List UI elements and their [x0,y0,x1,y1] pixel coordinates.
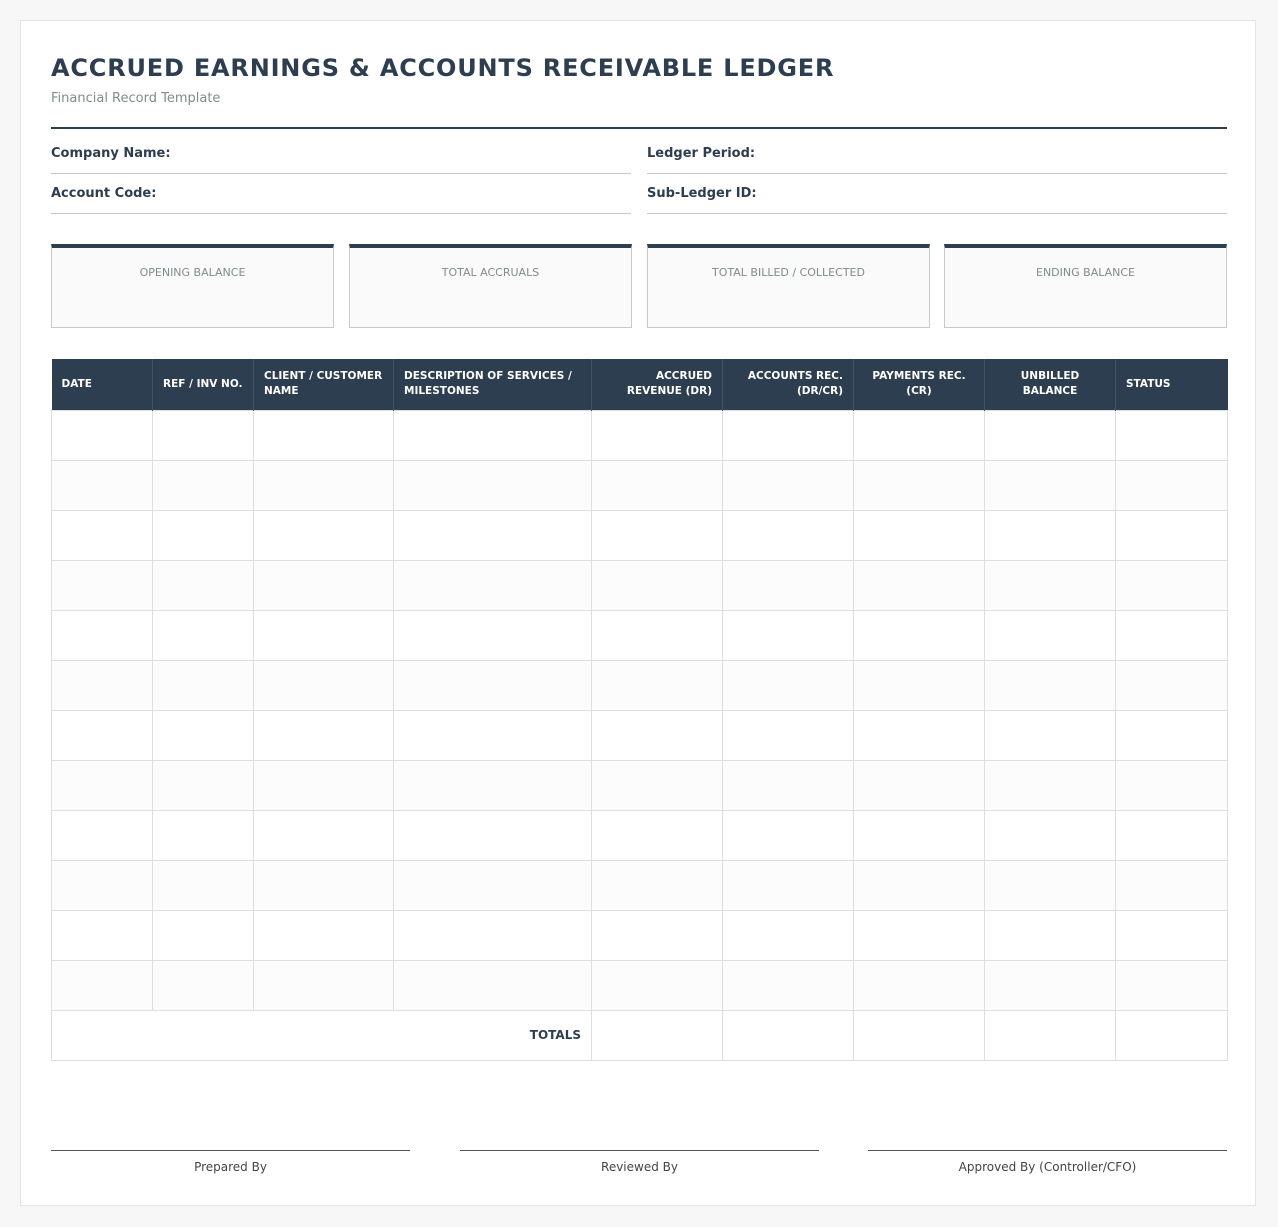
table-cell[interactable] [854,660,985,710]
table-cell[interactable] [394,760,592,810]
sub-ledger-id-label: Sub-Ledger ID: [647,186,757,201]
total-billed-collected-label: TOTAL BILLED / COLLECTED [712,266,865,279]
table-cell[interactable] [723,460,854,510]
table-cell[interactable] [254,860,394,910]
table-row [52,610,1228,660]
table-cell[interactable] [153,560,254,610]
table-row [52,510,1228,560]
table-cell[interactable] [52,460,153,510]
table-cell[interactable] [394,610,592,660]
account-code-label: Account Code: [51,186,157,201]
table-cell[interactable] [592,560,723,610]
table-cell[interactable] [1116,910,1228,960]
table-cell[interactable] [254,710,394,760]
table-cell[interactable] [153,960,254,1010]
page-title: ACCRUED EARNINGS & ACCOUNTS RECEIVABLE LEDGER [51,54,835,82]
table-cell[interactable] [394,560,592,610]
table-cell[interactable] [985,610,1116,660]
opening-balance-label: OPENING BALANCE [139,266,246,279]
table-cell[interactable] [254,410,394,460]
total-accruals-box[interactable] [349,244,632,328]
account-code-field[interactable] [51,176,631,214]
table-row [52,910,1228,960]
table-row [52,460,1228,510]
table-cell[interactable] [1116,760,1228,810]
column-header-payments-rec: PAYMENTS REC. (CR) [854,359,985,410]
table-cell[interactable] [592,510,723,560]
table-cell[interactable] [985,860,1116,910]
approved-by-signature-line[interactable] [868,1150,1227,1174]
table-cell[interactable] [723,660,854,710]
table-cell[interactable] [1116,710,1228,760]
table-cell[interactable] [153,810,254,860]
table-cell[interactable] [854,960,985,1010]
table-row [52,860,1228,910]
table-cell[interactable] [394,810,592,860]
table-cell[interactable] [854,760,985,810]
table-cell[interactable] [153,710,254,760]
table-cell[interactable] [153,910,254,960]
table-cell[interactable] [153,760,254,810]
table-header-row [52,359,1228,410]
table-cell[interactable] [985,910,1116,960]
ledger-period-field[interactable] [647,136,1227,174]
table-cell[interactable] [985,960,1116,1010]
table-cell[interactable] [592,760,723,810]
sub-ledger-id-field[interactable] [647,176,1227,214]
table-cell[interactable] [854,560,985,610]
total-status-cell[interactable] [1116,1010,1228,1060]
table-row [52,810,1228,860]
table-cell[interactable] [153,860,254,910]
table-cell[interactable] [1116,610,1228,660]
table-cell[interactable] [592,410,723,460]
table-cell[interactable] [394,410,592,460]
table-cell[interactable] [985,660,1116,710]
table-cell[interactable] [52,810,153,860]
table-cell[interactable] [592,460,723,510]
table-cell[interactable] [1116,510,1228,560]
table-row [52,560,1228,610]
table-cell[interactable] [592,860,723,910]
table-cell[interactable] [592,660,723,710]
table-cell[interactable] [254,510,394,560]
table-cell[interactable] [254,460,394,510]
table-cell[interactable] [394,460,592,510]
title-divider [51,127,1227,129]
table-row [52,760,1228,810]
column-header-ref-inv-no: REF / INV NO. [153,359,254,410]
total-unbilled-balance-cell[interactable] [985,1010,1116,1060]
reviewed-by-signature-line[interactable] [460,1150,819,1174]
table-cell[interactable] [592,810,723,860]
table-cell[interactable] [394,660,592,710]
ledger-page [20,20,1256,1206]
table-cell[interactable] [1116,410,1228,460]
ending-balance-box[interactable] [944,244,1227,328]
table-cell[interactable] [153,460,254,510]
table-cell[interactable] [985,460,1116,510]
table-cell[interactable] [723,610,854,660]
table-cell[interactable] [723,410,854,460]
table-cell[interactable] [1116,960,1228,1010]
table-cell[interactable] [592,710,723,760]
table-cell[interactable] [854,610,985,660]
table-cell[interactable] [52,760,153,810]
table-cell[interactable] [153,510,254,560]
table-cell[interactable] [854,410,985,460]
table-cell[interactable] [52,860,153,910]
table-cell[interactable] [254,960,394,1010]
ledger-table [51,359,1228,1061]
table-cell[interactable] [1116,460,1228,510]
table-cell[interactable] [985,510,1116,560]
table-cell[interactable] [985,710,1116,760]
table-cell[interactable] [854,460,985,510]
table-cell[interactable] [985,760,1116,810]
table-cell[interactable] [254,610,394,660]
company-name-label: Company Name: [51,146,171,161]
table-cell[interactable] [723,960,854,1010]
prepared-by-label: Prepared By [194,1160,267,1174]
table-cell[interactable] [592,610,723,660]
table-cell[interactable] [723,710,854,760]
column-header-description: DESCRIPTION OF SERVICES / MILESTONES [394,359,592,410]
table-cell[interactable] [153,660,254,710]
prepared-by-signature-line[interactable] [51,1150,410,1174]
page-subtitle: Financial Record Template [51,91,221,106]
table-cell[interactable] [854,860,985,910]
table-cell[interactable] [985,560,1116,610]
column-header-date: DATE [52,359,153,410]
table-cell[interactable] [592,910,723,960]
table-cell[interactable] [52,960,153,1010]
table-row [52,710,1228,760]
table-row [52,960,1228,1010]
table-cell[interactable] [394,510,592,560]
ledger-table-body [52,410,1228,1060]
table-cell[interactable] [394,910,592,960]
approved-by-label: Approved By (Controller/CFO) [958,1160,1137,1174]
ledger-period-label: Ledger Period: [647,146,756,161]
column-header-accounts-rec: ACCOUNTS REC. (DR/CR) [723,359,854,410]
reviewed-by-label: Reviewed By [601,1160,678,1174]
table-cell[interactable] [254,760,394,810]
table-cell[interactable] [1116,560,1228,610]
table-row [52,660,1228,710]
table-cell[interactable] [254,560,394,610]
table-cell[interactable] [723,510,854,560]
table-cell[interactable] [52,910,153,960]
total-accounts-rec-cell[interactable] [723,1010,854,1060]
table-cell[interactable] [854,710,985,760]
table-cell[interactable] [723,760,854,810]
table-cell[interactable] [52,510,153,560]
table-cell[interactable] [394,860,592,910]
table-cell[interactable] [854,910,985,960]
table-cell[interactable] [723,560,854,610]
table-cell[interactable] [52,560,153,610]
table-cell[interactable] [723,810,854,860]
column-header-client-name: CLIENT / CUSTOMER NAME [254,359,394,410]
table-cell[interactable] [254,810,394,860]
ending-balance-label: ENDING BALANCE [1036,266,1135,279]
table-row [52,410,1228,460]
table-cell[interactable] [52,710,153,760]
total-accruals-label: TOTAL ACCRUALS [441,266,540,279]
column-header-unbilled-balance: UNBILLED BALANCE [985,359,1116,410]
table-cell[interactable] [1116,860,1228,910]
column-header-accrued-revenue: ACCRUED REVENUE (DR) [592,359,723,410]
table-cell[interactable] [153,610,254,660]
table-cell[interactable] [1116,810,1228,860]
total-billed-collected-box[interactable] [647,244,930,328]
table-cell[interactable] [985,410,1116,460]
totals-label: TOTALS [52,1010,592,1060]
company-name-field[interactable] [51,136,631,174]
table-cell[interactable] [1116,660,1228,710]
table-cell[interactable] [254,660,394,710]
table-cell[interactable] [854,810,985,860]
totals-row [52,1010,1228,1060]
table-cell[interactable] [52,660,153,710]
table-cell[interactable] [52,610,153,660]
total-accrued-revenue-cell[interactable] [592,1010,723,1060]
table-cell[interactable] [723,910,854,960]
table-cell[interactable] [985,810,1116,860]
table-cell[interactable] [153,410,254,460]
table-cell[interactable] [394,710,592,760]
total-payments-rec-cell[interactable] [854,1010,985,1060]
table-cell[interactable] [723,860,854,910]
table-cell[interactable] [394,960,592,1010]
table-cell[interactable] [52,410,153,460]
opening-balance-box[interactable] [51,244,334,328]
column-header-status: STATUS [1116,359,1228,410]
table-cell[interactable] [254,910,394,960]
table-cell[interactable] [854,510,985,560]
table-cell[interactable] [592,960,723,1010]
